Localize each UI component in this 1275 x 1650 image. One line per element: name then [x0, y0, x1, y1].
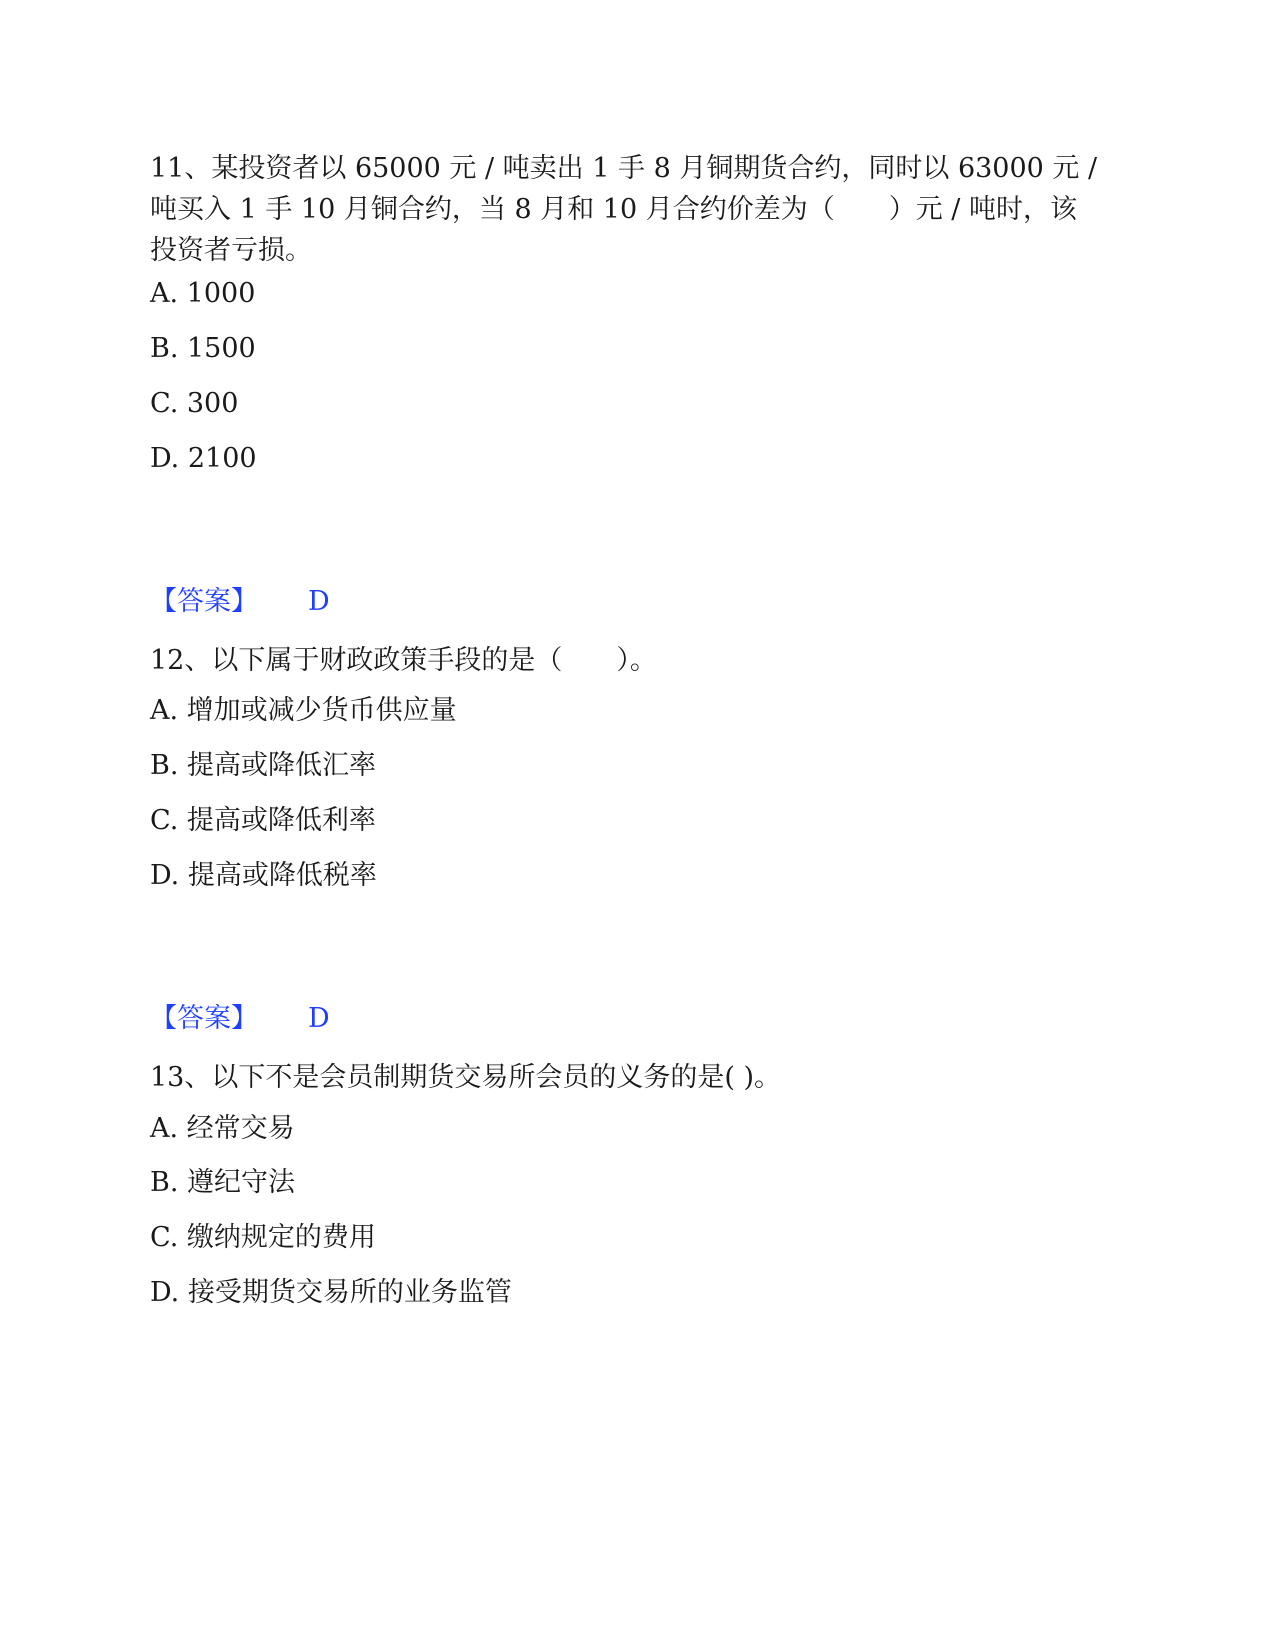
question-12-option-b: B. 提高或降低汇率: [150, 750, 377, 781]
question-11-option-c: C. 300: [150, 388, 239, 419]
question-12-option-c: C. 提高或降低利率: [150, 805, 376, 836]
question-13-option-a: A. 经常交易: [150, 1113, 295, 1144]
question-11-option-d: D. 2100: [150, 443, 257, 474]
question-12-option-d: D. 提高或降低税率: [150, 860, 377, 891]
question-13-option-d: D. 接受期货交易所的业务监管: [150, 1277, 512, 1308]
answer-value: D: [308, 586, 330, 617]
answer-value: D: [308, 1003, 330, 1034]
question-11-option-b: B. 1500: [150, 333, 256, 364]
question-13-option-c: C. 缴纳规定的费用: [150, 1222, 376, 1253]
question-12-text: 12、以下属于财政政策手段的是（ ）。: [150, 645, 657, 676]
question-11-answer: [150, 584, 330, 620]
answer-label: 【答案】: [150, 1003, 258, 1034]
question-13-option-b: B. 遵纪守法: [150, 1167, 296, 1198]
question-13-text: 13、以下不是会员制期货交易所会员的义务的是( )。: [150, 1062, 782, 1093]
question-12-option-a: A. 增加或减少货币供应量: [150, 695, 457, 726]
question-11-text: 11、某投资者以 65000 元 / 吨卖出 1 手 8 月铜期货合约，同时以 63000 元 / 吨买入 1 手 10 月铜合约，当 8 月和 10 月合约价差为（ ）元 / 吨时，该投资者亏损。: [150, 153, 1098, 266]
question-11-option-a: A. 1000: [150, 278, 256, 309]
answer-label: 【答案】: [150, 586, 258, 617]
question-12-answer: [150, 1001, 330, 1037]
